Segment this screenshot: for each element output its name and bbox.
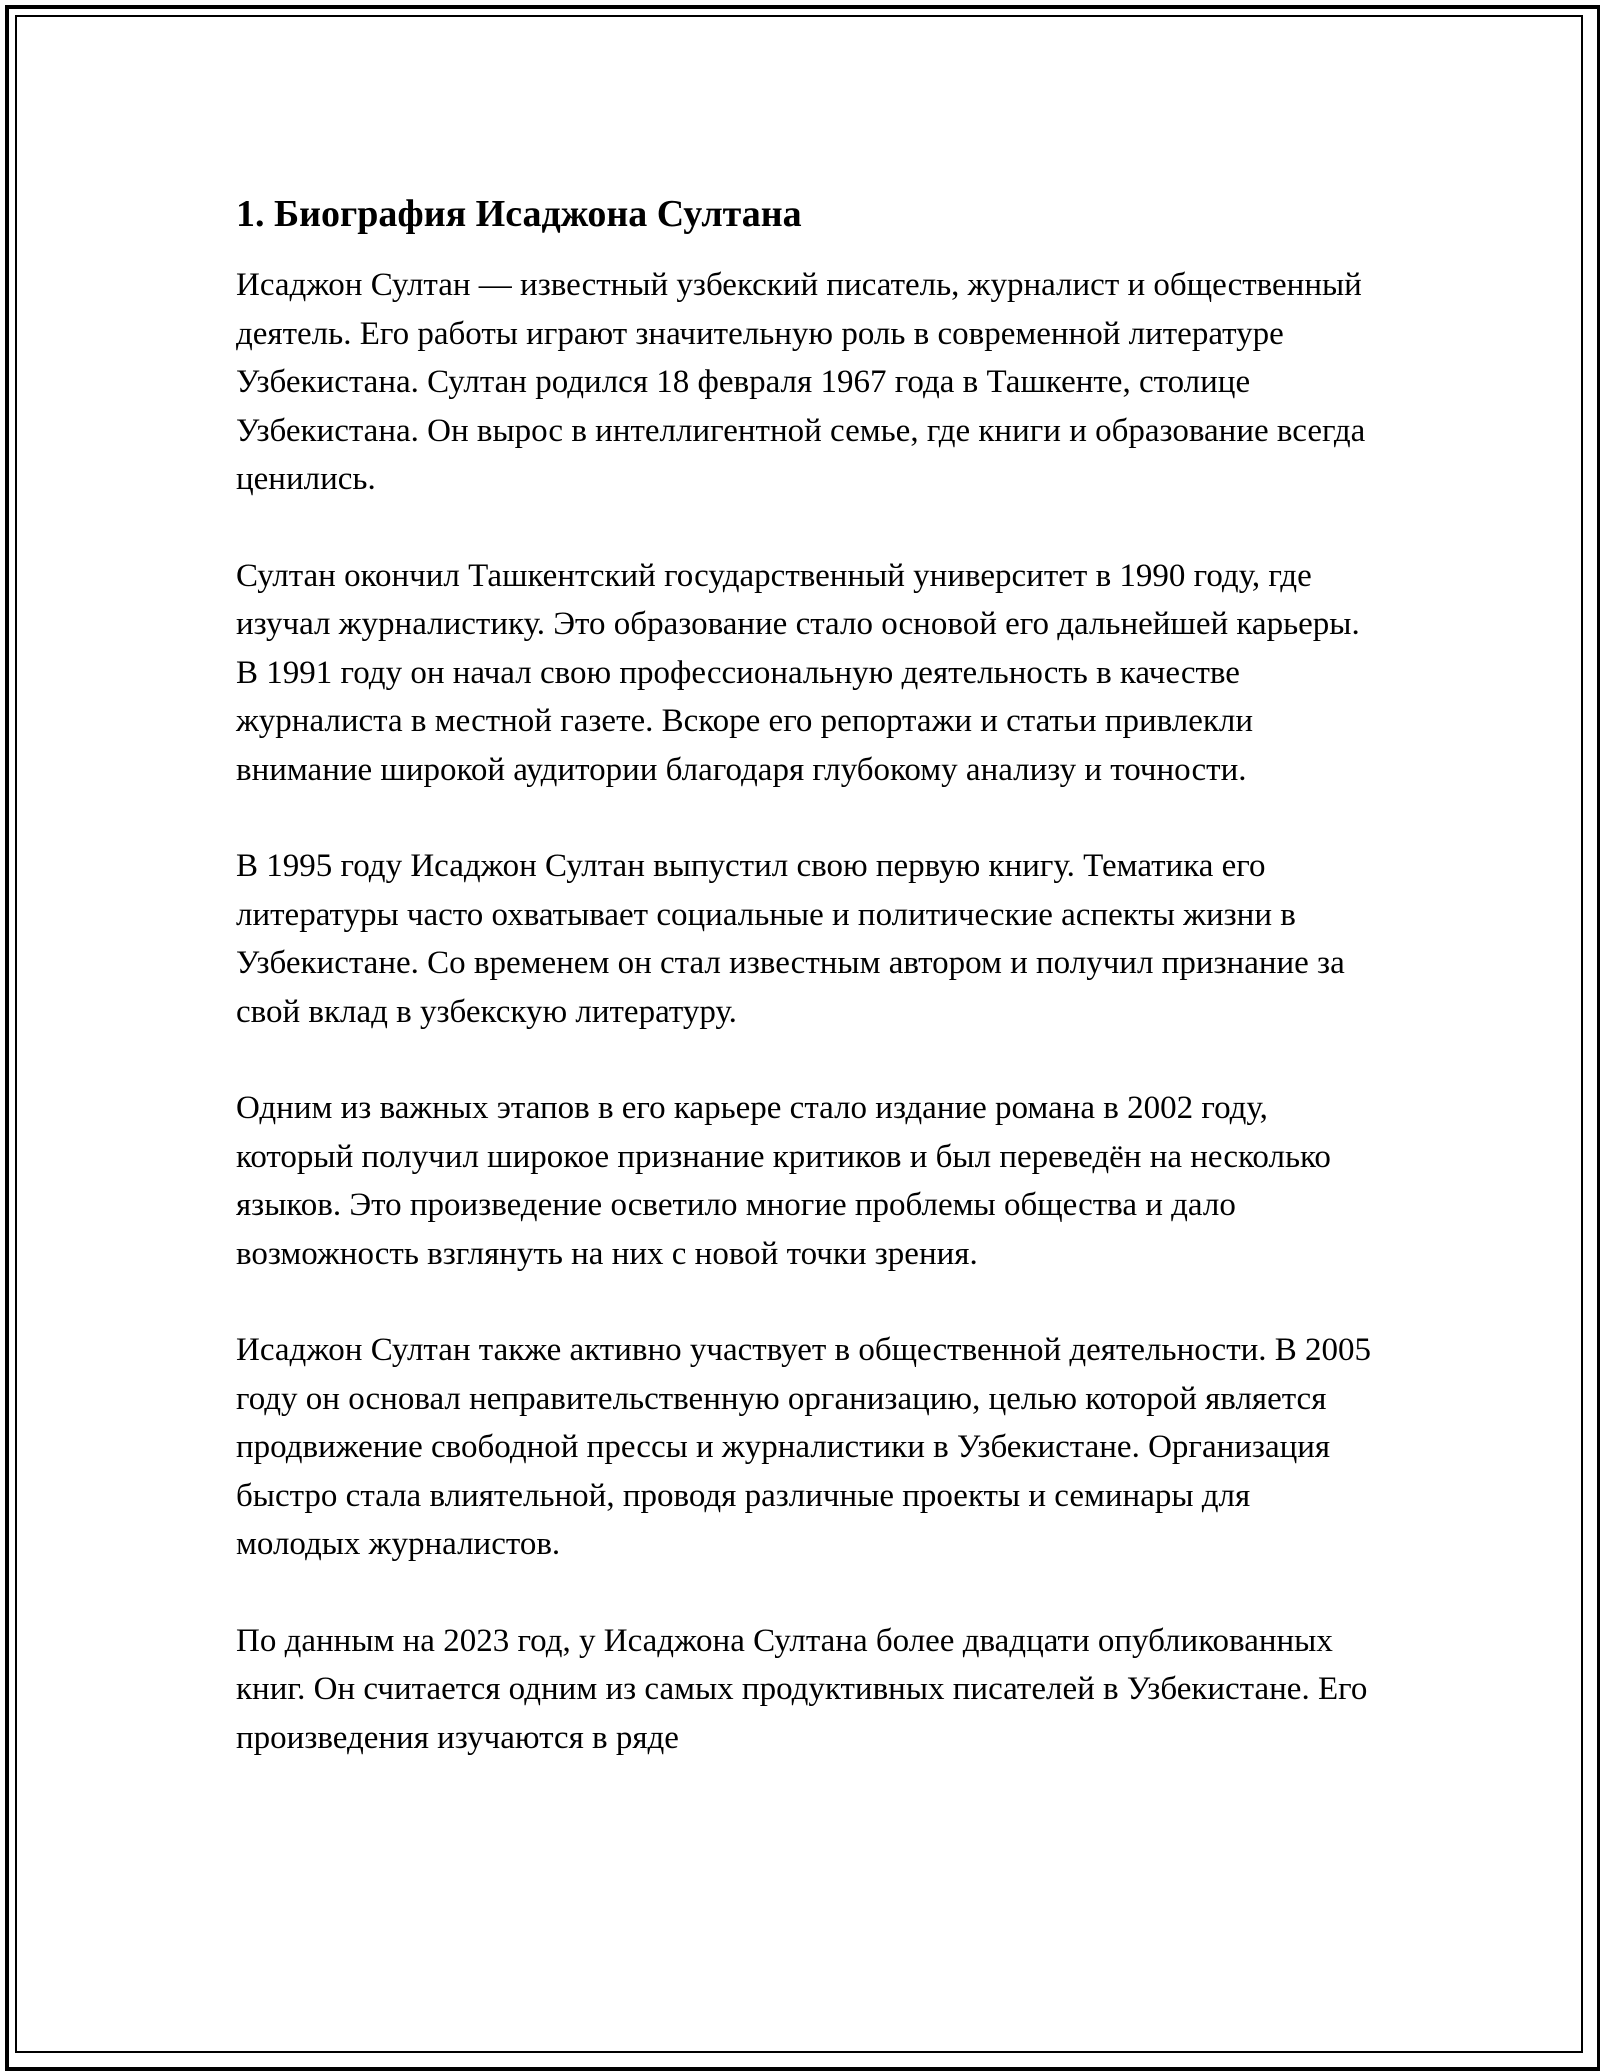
paragraph-education: Султан окончил Ташкентский государственный университет в 1990 году, где изучал журналистику. Это образование стало основой его дальнейшей карьеры. В 1991 году он начал свою профессиональную деятельность в качестве журналиста в местной газете. Вскоре его репортажи и статьи привлекли внимание широкой аудитории благодаря глубокому анализу и точности. [236,557,1360,788]
paragraph-bibliography: По данным на 2023 год, у Исаджона Султана более двадцати опубликованных книг. Он считается одним из самых продуктивных писателей в Узбекистане. Его произведения изучаются в ряде [236,1622,1368,1756]
paragraph-birth: Исаджон Султан — известный узбекский писатель, журналист и общественный деятель. Его работы играют значительную роль в современной литературе Узбекистана. Султан родился 18 февраля 1967 года в Ташкенте, столице Узбекистана. Он вырос в интеллигентной семье, где книги и образование всегда ценились. [236,267,1366,497]
paragraph-public-activity: Исаджон Султан также активно участвует в общественной деятельности. В 2005 году он основал неправительственную организацию, целью которой является продвижение свободной прессы и журналистики в Узбекистане. Организация быстро стала влиятельной, проводя различные проекты и семинары для молодых журналистов. [236,1332,1372,1562]
document-body [236,185,1376,1810]
paragraph-novel: Одним из важных этапов в его карьере стало издание романа в 2002 году, который получил широкое признание критиков и был переведён на несколько языков. Это произведение осветило многие проблемы общества и дало возможность взглянуть на них с новой точки зрения. [236,1090,1331,1272]
paragraph-first-book: В 1995 году Исаджон Султан выпустил свою первую книгу. Тематика его литературы часто охватывает социальные и политические аспекты жизни в Узбекистане. Со временем он стал известным автором и получил признание за свой вклад в узбекскую литературу. [236,848,1345,1030]
section-heading: 1. Биография Исаджона Султана [236,193,802,235]
